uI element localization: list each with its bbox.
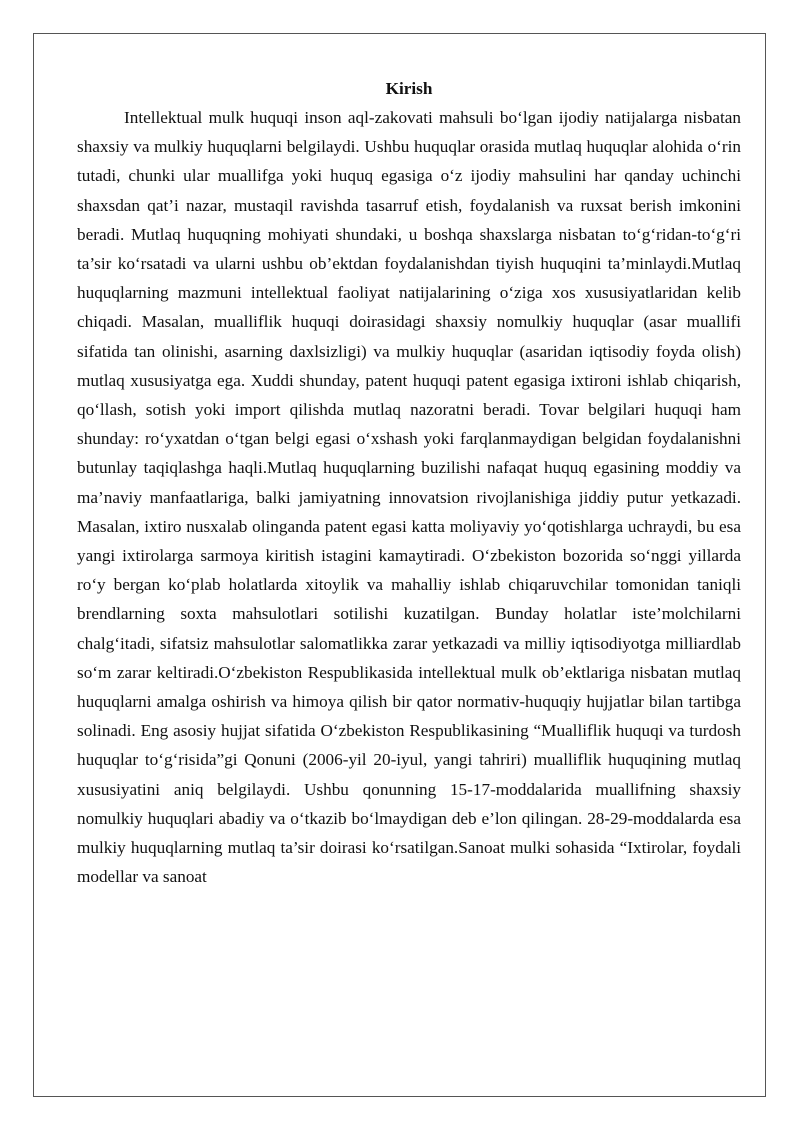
document-page [77, 74, 741, 891]
body-paragraph: Intellektual mulk huquqi inson aql-zakovati mahsuli bo‘lgan ijodiy natijalarga nisbatan shaxsiy va mulkiy huquqlarni belgilaydi. Ushbu huquqlar orasida mutlaq huquqlar alohida o‘rin tutadi, chunki ular muallifga yoki huquq egasiga o‘z ijodiy mahsulini har qanday uchinchi shaxsdan qat’i nazar, mustaqil ravishda tasarruf etish, foydalanish va ruxsat berish imkonini beradi. Mutlaq huquqning mohiyati shundaki, u boshqa shaxslarga nisbatan to‘g‘ridan-to‘g‘ri ta’sir ko‘rsatadi va ularni ushbu ob’ektdan foydalanishdan tiyish huquqini ta’minlaydi.Mutlaq huquqlarning mazmuni intellektual faoliyat natijalarining o‘ziga xos xususiyatlaridan kelib chiqadi. Masalan, mualliflik huquqi doirasidagi shaxsiy nomulkiy huquqlar (asar muallifi sifatida tan olinishi, asarning daxlsizligi) va mulkiy huquqlar (asaridan iqtisodiy foyda olish) mutlaq xususiyatga ega. Xuddi shunday, patent huquqi patent egasiga ixtironi ishlab chiqarish, qo‘llash, sotish yoki import qilishda mutlaq nazoratni beradi. Tovar belgilari huquqi ham shunday: ro‘yxatdan o‘tgan belgi egasi o‘xshash yoki farqlanmaydigan belgidan foydalanishni butunlay taqiqlashga haqli.Mutlaq huquqlarning buzilishi nafaqat huquq egasining moddiy va ma’naviy manfaatlariga, balki jamiyatning innovatsion rivojlanishiga jiddiy putur yetkazadi. Masalan, ixtiro nusxalab olinganda patent egasi katta moliyaviy yo‘qotishlarga uchraydi, bu esa yangi ixtirolarga sarmoya kiritish istagini kamaytiradi. O‘zbekiston bozorida so‘nggi yillarda ro‘y bergan ko‘plab holatlarda xitoylik va mahalliy ishlab chiqaruvchilar tomonidan taniqli brendlarning soxta mahsulotlari sotilishi kuzatilgan. Bunday holatlar iste’molchilarni chalg‘itadi, sifatsiz mahsulotlar salomatlikka zarar yetkazadi va milliy iqtisodiyotga milliardlab so‘m zarar keltiradi.O‘zbekiston Respublikasida intellektual mulk ob’ektlariga nisbatan mutlaq huquqlarni amalga oshirish va himoya qilish bir qator normativ-huquqiy hujjatlar bilan tartibga solinadi. Eng asosiy hujjat sifatida O‘zbekiston Respublikasining “Mualliflik huquqi va turdosh huquqlar to‘g‘risida”gi Qonuni (2006-yil 20-iyul, yangi tahriri) mualliflik huquqining mutlaq xususiyatini aniq belgilaydi. Ushbu qonunning 15-17-moddalarida muallifning shaxsiy nomulkiy huquqlari abadiy va o‘tkazib bo‘lmaydigan deb e’lon qilingan. 28-29-moddalarda esa mulkiy huquqlarning mutlaq ta’sir doirasi ko‘rsatilgan.Sanoat mulki sohasida “Ixtirolar, foydali modellar va sanoat [77, 108, 741, 887]
page-title: Kirish [385, 79, 433, 98]
